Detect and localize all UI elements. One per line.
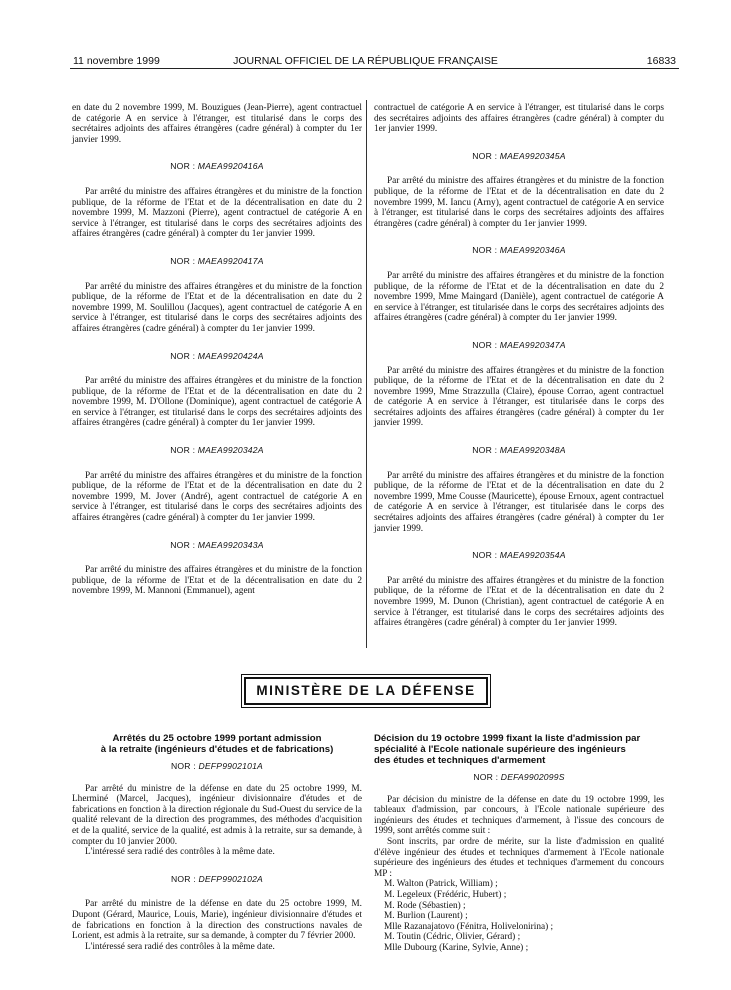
decree-paragraph: Par arrêté du ministre des affaires étrangères et du ministre de la fonction publique, de la réforme de l'Etat et de la décentralisation en date du 2 novembre 1999, M. Mannoni (Emmanuel), agent <box>72 565 362 597</box>
list-item: Mlle Dubourg (Karine, Sylvie, Anne) ; <box>384 942 529 953</box>
nor-reference: NOR : MAEA9920347A <box>472 339 566 350</box>
admission-list <box>374 879 664 953</box>
list-item: M. Toutin (Cédric, Olivier, Gérard) ; <box>384 932 521 943</box>
journal-title: JOURNAL OFFICIEL DE LA RÉPUBLIQUE FRANÇAISE <box>233 55 498 67</box>
header-date: 11 novembre 1999 <box>73 55 160 67</box>
decree-note: L'intéressé sera radié des contrôles à la même date. <box>85 847 275 858</box>
nor-reference: NOR : MAEA9920348A <box>472 445 566 456</box>
top-left-column <box>72 103 362 651</box>
list-item: M. Legeleux (Frédéric, Hubert) ; <box>384 889 507 900</box>
page-number: 16833 <box>646 55 676 67</box>
list-item: M. Rode (Sébastien) ; <box>384 900 466 911</box>
list-item: M. Walton (Patrick, William) ; <box>384 879 498 890</box>
bottom-left-column <box>72 733 362 952</box>
decree-paragraph: Par arrêté du ministre des affaires étrangères et du ministre de la fonction publique, de la réforme de l'Etat et de la décentralisation en date du 2 novembre 1999, M. Mazzoni (Pierre), agent contractuel de catégorie A en service à l'étranger, est titularisé dans le corps des secrétaires adjoints des affaires étrangères (cadre général) à compter du 1er janvier 1999. <box>72 186 362 240</box>
nor-reference: NOR : MAEA9920354A <box>472 550 566 561</box>
column-separator <box>366 100 367 648</box>
decree-paragraph: Par arrêté du ministre des affaires étrangères et du ministre de la fonction publique, de la réforme de l'Etat et de la décentralisation en date du 2 novembre 1999, M. D'Ollone (Dominique), agent contractuel de catégorie A en service à l'étranger, est titularisé dans le corps des secrétaires adjoints des affaires étrangères (cadre général) à compter du 1er janvier 1999. <box>72 376 362 429</box>
decree-paragraph: Par arrêté du ministre des affaires étrangères et du ministre de la fonction publique, de la réforme de l'Etat et de la décentralisation en date du 2 novembre 1999, M. Soulillou (Jacques), agent contractuel de catégorie A en service à l'étranger, est titularisé dans le corps des secrétaires adjoints des affaires étrangères (cadre général) à compter du 1er janvier 1999. <box>72 281 362 334</box>
decree-note: L'intéressé sera radié des contrôles à la même date. <box>85 941 275 952</box>
decree-paragraph: Par arrêté du ministre de la défense en date du 25 octobre 1999, M. Lherminé (Marcel, Jacques), ingénieur divisionnaire d'études et de fabrications en fonction à la direction régionale du Sud-Ouest du service de la qualité relevant de la direction des programmes, des méthodes d'acquisition et de la qualité, service de la qualité, est admis à la retraite, sur sa demande, à compter du 10 janvier 2000. <box>72 783 362 847</box>
decree-paragraph: Par arrêté du ministre des affaires étrangères et du ministre de la fonction publique, de la réforme de l'Etat et de la décentralisation en date du 2 novembre 1999, M. Dunon (Christian), agent contractuel de catégorie A en service à l'étranger, est titularisé dans le corps des secrétaires adjoints des affaires étrangères (cadre général) à compter du 1er janvier 1999. <box>374 575 664 629</box>
nor-reference: NOR : MAEA9920343A <box>170 539 264 550</box>
decree-paragraph: Par arrêté du ministre des affaires étrangères et du ministre de la fonction publique, de la réforme de l'Etat et de la décentralisation en date du 2 novembre 1999, M. Iancu (Arny), agent contractuel de catégorie A en service à l'étranger, est titularisé dans le corps des secrétaires adjoints des affaires étrangères (cadre général) à compter du 1er janvier 1999. <box>374 176 664 229</box>
article-title: Arrêtés du 25 octobre 1999 portant admission à la retraite (ingénieurs d'études et de fabrications) <box>100 733 334 755</box>
nor-reference: NOR : MAEA9920346A <box>472 245 566 256</box>
decree-paragraph: Par arrêté du ministre des affaires étrangères et du ministre de la fonction publique, de la réforme de l'Etat et de la décentralisation en date du 2 novembre 1999, M. Jover (André), agent contractuel de catégorie A en service à l'étranger, est titularisé dans le corps des secrétaires adjoints des affaires étrangères (cadre général) à compter du 1er janvier 1999. <box>72 470 362 524</box>
nor-reference: NOR : MAEA9920416A <box>170 161 264 172</box>
nor-reference: NOR : MAEA9920342A <box>170 445 264 456</box>
top-right-column <box>374 103 664 651</box>
decree-paragraph: Par arrêté du ministre des affaires étrangères et du ministre de la fonction publique, de la réforme de l'Etat et de la décentralisation en date du 2 novembre 1999, Mme Strazzulla (Claire), épouse Corrao, agent contractuel de catégorie A en service à l'étranger, est titularisée dans le corps des secrétaires adjoints des affaires étrangères (cadre général) à compter du 1er janvier 1999. <box>374 365 664 429</box>
nor-reference: NOR : MAEA9920424A <box>170 350 264 361</box>
list-item: M. Burlion (Laurent) ; <box>384 911 468 922</box>
nor-reference: NOR : MAEA9920417A <box>170 255 264 266</box>
bottom-right-column <box>374 733 664 954</box>
continued-paragraph: contractuel de catégorie A en service à l'étranger, est titularisé dans le corps des secrétaires adjoints des affaires étrangères (cadre général) à compter du 1er janvier 1999. <box>374 103 664 135</box>
header-rule <box>70 68 679 69</box>
list-item: Mlle Razanajatovo (Fénitra, Holivelonirina) ; <box>384 921 554 932</box>
decision-paragraph: Par décision du ministre de la défense en date du 19 octobre 1999, les tableaux d'admission, par concours, à l'Ecole nationale supérieure des ingénieurs des études et techniques d'armement, à l'issue des concours de 1999, sont arrêtés comme suit : <box>374 794 664 837</box>
nor-reference: NOR : DEFP9902101A <box>171 761 263 771</box>
nor-reference: NOR : DEFP9902102A <box>171 873 263 884</box>
decree-paragraph: Par arrêté du ministre des affaires étrangères et du ministre de la fonction publique, de la réforme de l'Etat et de la décentralisation en date du 2 novembre 1999, Mme Maingard (Danièle), agent contractuel de catégorie A en service à l'étranger, est titularisée dans le corps des secrétaires adjoints des affaires étrangères (cadre général) à compter du 1er janvier 1999. <box>374 270 664 324</box>
decree-paragraph: Par arrêté du ministre des affaires étrangères et du ministre de la fonction publique, de la réforme de l'Etat et de la décentralisation en date du 2 novembre 1999, Mme Cousse (Mauricette), épouse Ernoux, agent contractuel de catégorie A en service à l'étranger, est titularisée dans le corps des secrétaires adjoints des affaires étrangères (cadre général) à compter du 1er janvier 1999. <box>374 470 664 534</box>
ministry-section-heading: MINISTÈRE DE LA DÉFENSE <box>244 677 488 705</box>
decree-paragraph: Par arrêté du ministre de la défense en date du 25 octobre 1999, M. Dupont (Gérard, Maurice, Louis, Marie), ingénieur divisionnaire d'études et de fabrications en fonction à la direction des constructions navales de Lorient, est admis à la retraite, sur sa demande, à compter du 7 février 2000. <box>72 899 362 942</box>
nor-reference: NOR : DEFA9902099S <box>473 772 565 782</box>
article-title: Décision du 19 octobre 1999 fixant la liste d'admission par spécialité à l'Ecole nationale supérieure des ingénieurs des études et techniques d'armement <box>374 733 641 766</box>
decision-paragraph: Sont inscrits, par ordre de mérite, sur la liste d'admission en qualité d'élève ingénieur des études et techniques d'armement à l'Ecole nationale supérieure des ingénieurs des études et techniques d'armement du concours MP : <box>374 836 664 879</box>
nor-reference: NOR : MAEA9920345A <box>472 150 566 161</box>
continued-paragraph: en date du 2 novembre 1999, M. Bouzigues (Jean-Pierre), agent contractuel de catégorie A en service à l'étranger, est titularisé dans le corps des secrétaires adjoints des affaires étrangères (cadre général) à compter du 1er janvier 1999. <box>72 103 362 145</box>
